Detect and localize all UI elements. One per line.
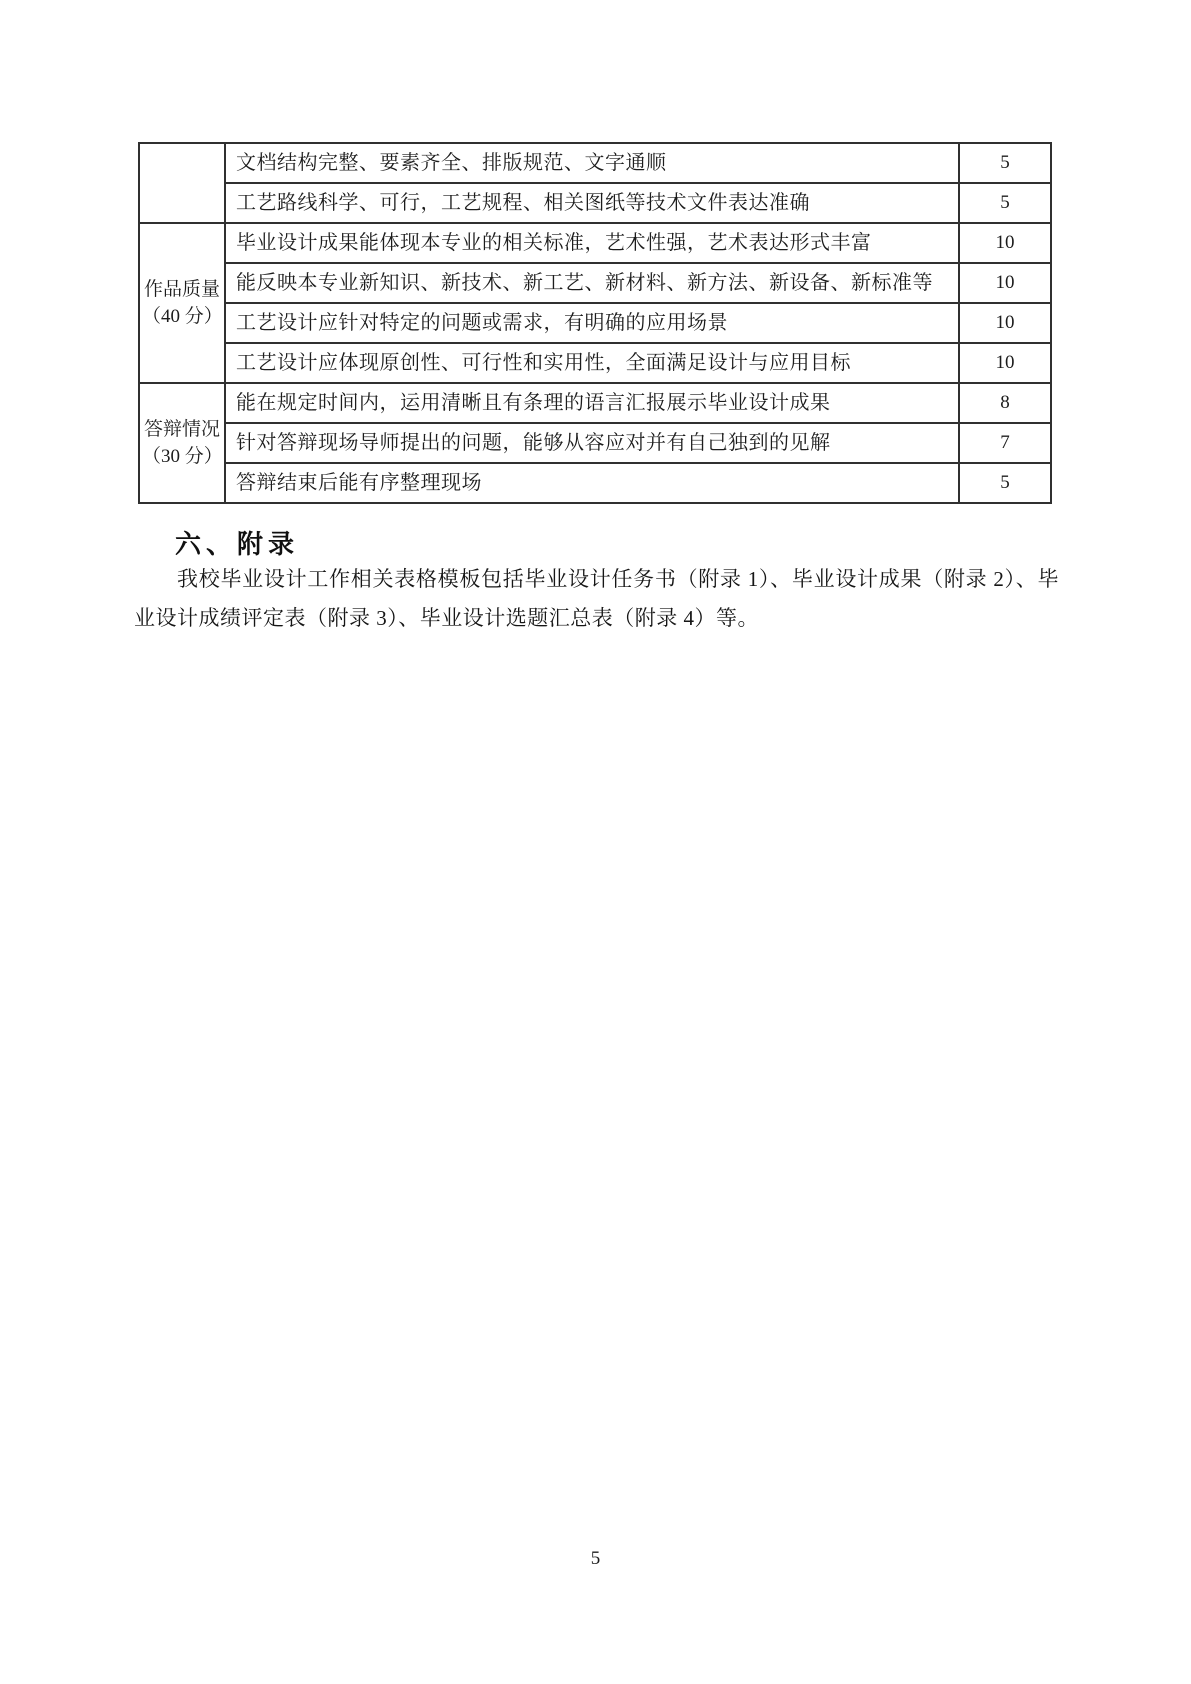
table-row — [139, 423, 1051, 463]
score-cell: 5 — [959, 463, 1051, 503]
grading-rubric-table — [138, 142, 1052, 504]
score-cell: 10 — [959, 263, 1051, 303]
category-label-line1: 作品质量 — [143, 279, 220, 300]
criteria-cell: 答辩结束后能有序整理现场 — [225, 463, 959, 503]
section-heading-appendix: 六、附录 — [175, 530, 300, 559]
criteria-cell: 针对答辩现场导师提出的问题，能够从容应对并有自己独到的见解 — [225, 423, 959, 463]
score-cell: 10 — [959, 303, 1051, 343]
table-row — [139, 343, 1051, 383]
table-row — [139, 143, 1051, 183]
category-label-line1: 答辩情况 — [143, 419, 220, 440]
table-row — [139, 263, 1051, 303]
criteria-cell: 毕业设计成果能体现本专业的相关标准，艺术性强，艺术表达形式丰富 — [225, 223, 959, 263]
criteria-cell: 能反映本专业新知识、新技术、新工艺、新材料、新方法、新设备、新标准等 — [225, 263, 959, 303]
category-label-line2: （30 分） — [142, 446, 223, 467]
table-row — [139, 383, 1051, 423]
score-cell: 8 — [959, 383, 1051, 423]
category-cell-defense — [139, 383, 225, 503]
score-cell: 5 — [959, 183, 1051, 223]
criteria-cell: 工艺设计应体现原创性、可行性和实用性，全面满足设计与应用目标 — [225, 343, 959, 383]
table-row — [139, 303, 1051, 343]
category-cell-work-quality — [139, 223, 225, 383]
score-cell: 10 — [959, 343, 1051, 383]
criteria-cell: 能在规定时间内，运用清晰且有条理的语言汇报展示毕业设计成果 — [225, 383, 959, 423]
page-number: 5 — [590, 1548, 601, 1569]
criteria-cell: 工艺设计应针对特定的问题或需求，有明确的应用场景 — [225, 303, 959, 343]
category-cell-empty — [139, 143, 225, 223]
table-row — [139, 463, 1051, 503]
criteria-cell: 文档结构完整、要素齐全、排版规范、文字通顺 — [225, 143, 959, 183]
appendix-paragraph: 我校毕业设计工作相关表格模板包括毕业设计任务书（附录 1）、毕业设计成果（附录 2）、毕业设计成绩评定表（附录 3）、毕业设计选题汇总表（附录 4）等。 — [134, 567, 1059, 630]
table-row — [139, 223, 1051, 263]
category-label-line2: （40 分） — [142, 306, 223, 327]
score-cell: 7 — [959, 423, 1051, 463]
score-cell: 10 — [959, 223, 1051, 263]
table-row — [139, 183, 1051, 223]
criteria-cell: 工艺路线科学、可行，工艺规程、相关图纸等技术文件表达准确 — [225, 183, 959, 223]
score-cell: 5 — [959, 143, 1051, 183]
